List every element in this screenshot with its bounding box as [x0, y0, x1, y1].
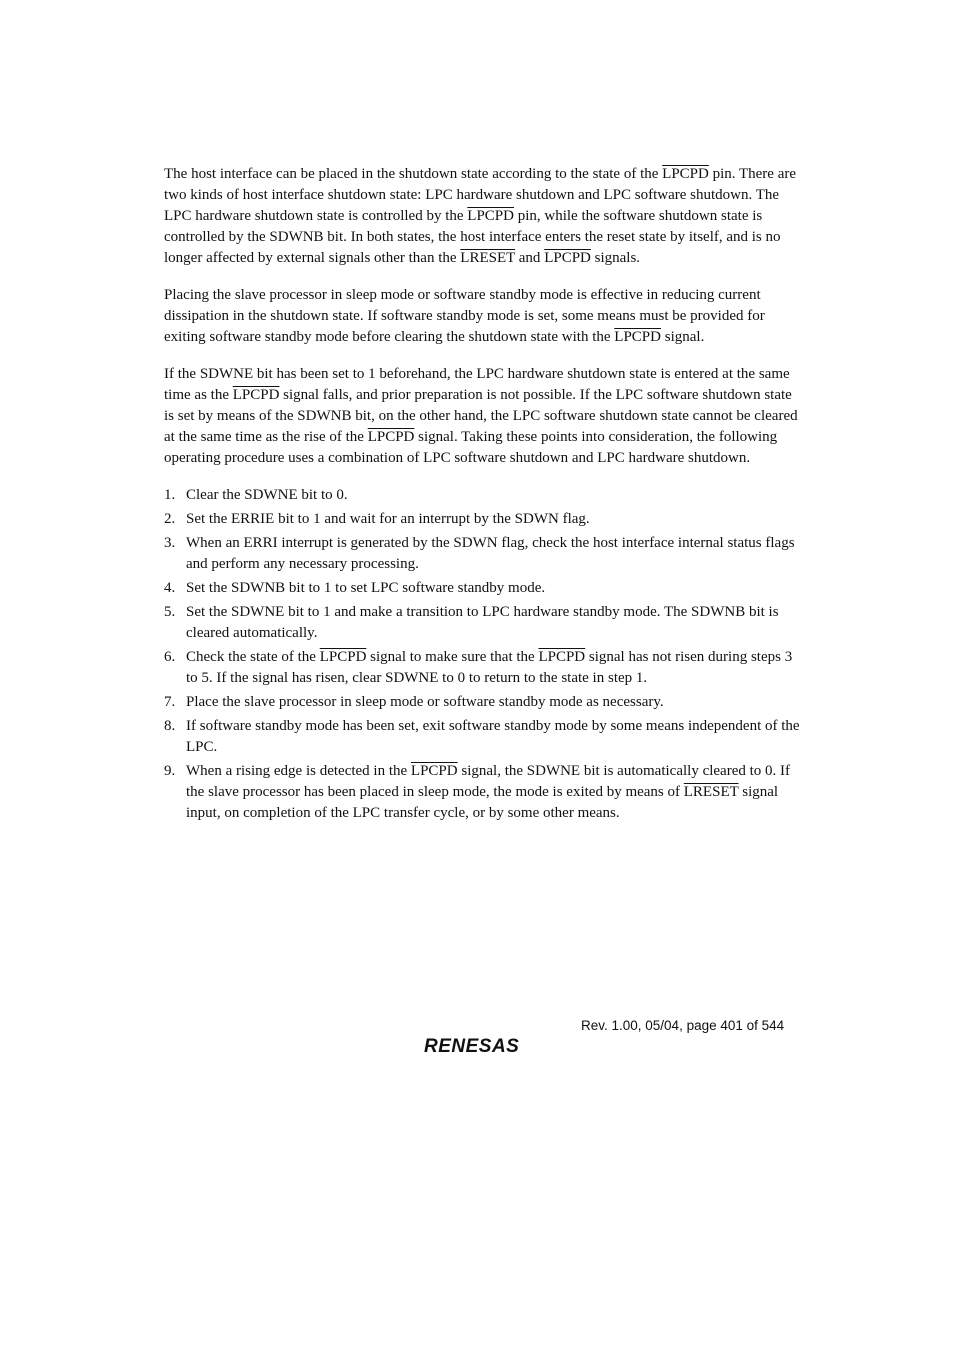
- list-item-text: [186, 485, 804, 506]
- list-item: [164, 647, 804, 689]
- list-item-number: 7.: [164, 694, 176, 710]
- text-run: pin. There are two kinds of host interface shutdown state: LPC hardware shutdown and LPC software shutdown. The LPC hardware shutdown state is controlled by the: [164, 166, 797, 224]
- text-run: Set the SDWNE bit to 1 and make a transition to LPC hardware standby mode. The SDWNB bit is cleared automatically.: [186, 604, 779, 641]
- signal-name-overline: LRESET: [683, 784, 739, 800]
- signal-name-overline: LRESET: [460, 250, 516, 266]
- text-run: and: [515, 250, 545, 266]
- text-run: When a rising edge is detected in the: [186, 763, 411, 779]
- list-item-text: [186, 602, 804, 644]
- list-item-number: 1.: [164, 487, 176, 503]
- text-run: Check the state of the: [186, 649, 320, 665]
- text-run: When an ERRI interrupt is generated by the SDWN flag, check the host interface internal status flags and perform any necessary processing.: [186, 535, 795, 572]
- list-item: [164, 533, 804, 575]
- text-run: signal. Taking these points into consideration, the following operating procedure uses a combination of LPC software shutdown and LPC hardware shutdown.: [164, 429, 778, 466]
- list-item: [164, 761, 804, 824]
- list-item-number: 9.: [164, 763, 176, 779]
- text-run: signals.: [590, 250, 641, 266]
- list-item: [164, 692, 804, 713]
- signal-name-overline: LPCPD: [367, 429, 415, 445]
- list-item: [164, 485, 804, 506]
- text-run: signal falls, and prior preparation is not possible. If the LPC software shutdown state is set by means of the SDWNB bit, on the other hand, the LPC software shutdown state cannot be cleared at the same time as the rise of the: [164, 387, 798, 445]
- list-item-text: [186, 761, 804, 824]
- procedure-list: [164, 485, 804, 824]
- text-run: signal.: [660, 329, 705, 345]
- text-run: Clear the SDWNE bit to 0.: [186, 487, 348, 503]
- list-item-number: 8.: [164, 718, 176, 734]
- list-item-text: [186, 647, 804, 689]
- list-item-text: [186, 509, 804, 530]
- list-item-text: [186, 716, 804, 758]
- text-run: signal input, on completion of the LPC transfer cycle, or by some other means.: [186, 784, 779, 821]
- list-item-text: [186, 578, 804, 599]
- list-item: [164, 716, 804, 758]
- signal-name-overline: LPCPD: [614, 329, 661, 345]
- text-run: If the SDWNE bit has been set to 1 beforehand, the LPC hardware shutdown state is entered at the same time as the: [164, 366, 790, 403]
- svg-text:RENESAS: RENESAS: [424, 1036, 520, 1057]
- signal-name-overline: LPCPD: [319, 649, 367, 665]
- body-paragraph: [164, 285, 804, 348]
- body-paragraphs: [164, 164, 804, 469]
- list-item-text: [186, 533, 804, 575]
- text-run: The host interface can be placed in the shutdown state according to the state of the: [164, 166, 663, 182]
- list-item-text: [186, 692, 804, 713]
- list-item-number: 5.: [164, 604, 176, 620]
- body-paragraph: [164, 364, 804, 469]
- text-run: Placing the slave processor in sleep mode or software standby mode is effective in reducing current dissipation in the shutdown state. If software standby mode is set, some means must be provided for exiting software standby mode before clearing the shutdown state with the: [164, 287, 765, 345]
- signal-name-overline: LPCPD: [467, 208, 514, 224]
- text-run: signal to make sure that the: [366, 649, 539, 665]
- text-run: signal has not risen during steps 3 to 5. If the signal has risen, clear SDWNE to 0 to return to the state in step 1.: [186, 649, 793, 686]
- list-item: [164, 509, 804, 530]
- text-run: Set the ERRIE bit to 1 and wait for an interrupt by the SDWN flag.: [186, 511, 590, 527]
- list-item: [164, 602, 804, 644]
- list-item-number: 3.: [164, 535, 176, 551]
- text-run: Set the SDWNB bit to 1 to set LPC software standby mode.: [186, 580, 546, 596]
- page-footer-reference: Rev. 1.00, 05/04, page 401 of 544: [581, 1018, 785, 1033]
- renesas-logo: [422, 1033, 542, 1057]
- text-run: pin, while the software shutdown state is controlled by the SDWNB bit. In both states, the host interface enters the reset state by itself, and is no longer affected by external signals other than the: [164, 208, 781, 266]
- signal-name-overline: LPCPD: [410, 763, 458, 779]
- signal-name-overline: LPCPD: [232, 387, 280, 403]
- text-run: signal, the SDWNE bit is automatically cleared to 0. If the slave processor has been placed in sleep mode, the mode is exited by means of: [186, 763, 791, 800]
- body-paragraph: [164, 164, 804, 269]
- list-item-number: 6.: [164, 649, 176, 665]
- text-run: If software standby mode has been set, exit software standby mode by some means independent of the LPC.: [186, 718, 800, 755]
- list-item-number: 2.: [164, 511, 176, 527]
- list-item-number: 4.: [164, 580, 176, 596]
- text-run: Place the slave processor in sleep mode or software standby mode as necessary.: [186, 694, 664, 710]
- page-body: [164, 164, 804, 827]
- signal-name-overline: LPCPD: [662, 166, 709, 182]
- signal-name-overline: LPCPD: [544, 250, 591, 266]
- list-item: [164, 578, 804, 599]
- renesas-logo-mark: [422, 1033, 542, 1057]
- signal-name-overline: LPCPD: [538, 649, 586, 665]
